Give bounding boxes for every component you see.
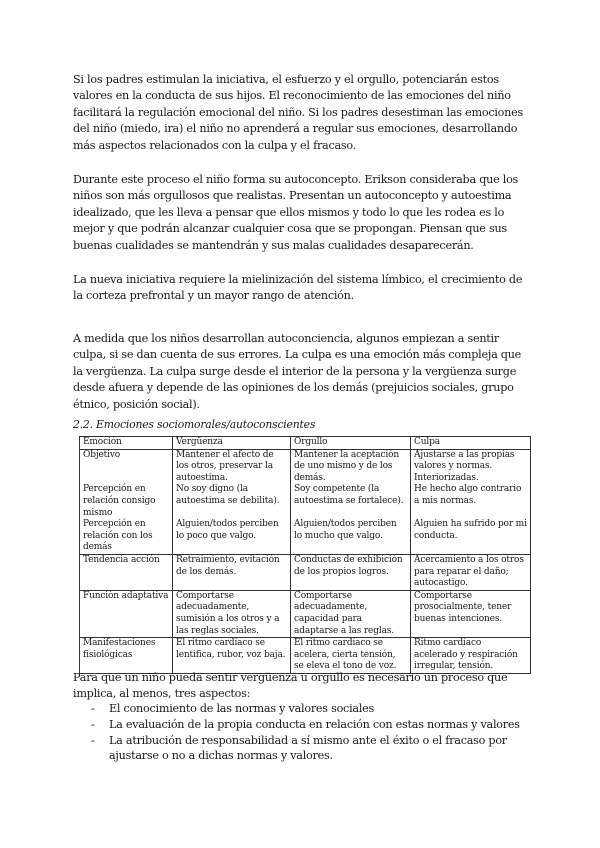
table-cell: Conductas de exhibición de los propios logros.	[291, 554, 411, 590]
table-header-cell: Culpa	[411, 437, 531, 450]
table-cell: Alguien/todos perciben lo mucho que valgo.	[291, 519, 411, 554]
table-cell: Comportarse prosocialmente, tener buenas intenciones.	[411, 590, 531, 637]
table-header-cell: Vergüenza	[173, 437, 291, 450]
row-label-percepcion-mismo: Percepción en relación consigo mismo	[80, 484, 173, 519]
table-row	[80, 638, 531, 674]
table-row	[80, 449, 531, 484]
table-row	[80, 554, 531, 590]
row-label-objetivo: Objetivo	[80, 449, 173, 484]
table-header-cell: Emoción	[80, 437, 173, 450]
table-header-row	[80, 437, 531, 450]
list-bullet: -	[91, 702, 95, 715]
table-cell: El ritmo cardíaco se lentifica, rubor, voz baja.	[173, 638, 291, 674]
paragraph-guilt-shame: A medida que los niños desarrollan autoconciencia, algunos empiezan a sentir culpa, si se dan cuenta de sus errores. La culpa es una emoción más compleja que la vergüenza. La culpa surge desde el interior de la persona y la vergüenza surge desde afuera y depende de las opiniones de los demás (prejuicios sociales, grupo étnico, posición social).	[73, 332, 522, 411]
list-item-text: El conocimiento de las normas y valores sociales	[109, 702, 375, 715]
table-cell: Mantener la aceptación de uno mismo y de los demás.	[291, 449, 411, 484]
table-cell: Alguien/todos perciben lo poco que valgo.	[173, 519, 291, 554]
row-label-tendencia: Tendencia acción	[80, 554, 173, 590]
table-cell: Retraimiento, evitación de los demás.	[173, 554, 291, 590]
aspects-list	[73, 701, 533, 764]
list-bullet: -	[91, 733, 95, 747]
paragraph-parental-stimulation: Si los padres estimulan la iniciativa, el esfuerzo y el orgullo, potenciarán estos valores en la conducta de sus hijos. El reconocimiento de las emociones del niño facilitará la regulación emocional del niño. Si los padres desestiman las emociones del niño (miedo, ira) el niño no aprenderá a regular sus emociones, desarrollando más aspectos relacionados con la culpa y el fracaso.	[73, 73, 523, 152]
table-header-cell: Orgullo	[291, 437, 411, 450]
paragraph-myelination: La nueva iniciativa requiere la mielinización del sistema límbico, el crecimiento de la corteza prefrontal y un mayor rango de atención.	[73, 273, 523, 303]
emotions-table	[79, 436, 531, 674]
list-item	[73, 733, 533, 765]
list-bullet: -	[91, 717, 95, 731]
paragraph-process-intro: Para que un niño pueda sentir vergüenza u orgullo es necesario un proceso que implica, al menos, tres aspectos:	[73, 671, 508, 701]
row-label-percepcion-demas: Percepción en relación con los demás	[80, 519, 173, 554]
table-cell: Soy competente (la autoestima se fortalece).	[291, 484, 411, 519]
section-title: 2.2. Emociones sociomorales/autoconscientes	[73, 418, 316, 431]
list-item	[73, 701, 533, 717]
table-cell: Comportarse adecuadamente, capacidad para adaptarse a las reglas.	[291, 590, 411, 637]
table-row	[80, 519, 531, 554]
table-cell: Ritmo cardíaco acelerado y respiración irregular, tensión.	[411, 638, 531, 674]
row-label-manifestaciones: Manifestaciones fisiológicas	[80, 638, 173, 674]
list-item-text: La evaluación de la propia conducta en relación con estas normas y valores	[109, 717, 520, 731]
list-item	[73, 717, 533, 733]
list-item-text: La atribución de responsabilidad a sí mismo ante el éxito o el fracaso por ajustarse o no a dichas normas y valores.	[109, 733, 507, 763]
table-cell: Ajustarse a las propias valores y normas. Interiorizadas.	[411, 449, 531, 484]
table-cell: Mantener el afecto de los otros, preservar la autoestima.	[173, 449, 291, 484]
table-cell: No soy digno (la autoestima se debilita).	[173, 484, 291, 519]
table-cell: Comportarse adecuadamente, sumisión a los otros y a las reglas sociales.	[173, 590, 291, 637]
paragraph-self-concept: Durante este proceso el niño forma su autoconcepto. Erikson consideraba que los niños son más orgullosos que realistas. Presentan un autoconcepto y autoestima idealizado, que les lleva a pensar que ellos mismos y todo lo que les rodea es lo mejor y que podrán alcanzar cualquier cosa que se propongan. Piensan que sus buenas cualidades se mantendrán y sus malas cualidades desaparecerán.	[73, 173, 519, 252]
row-label-funcion: Función adaptativa	[80, 590, 173, 637]
table-row	[80, 590, 531, 637]
table-cell: He hecho algo contrario a mis normas.	[411, 484, 531, 519]
table-cell: El ritmo cardíaco se acelera, cierta tensión, se eleva el tono de voz.	[291, 638, 411, 674]
table-cell: Alguien ha sufrido por mi conducta.	[411, 519, 531, 554]
table-row	[80, 484, 531, 519]
table-cell: Acercamiento a los otros para reparar el daño; autocastigo.	[411, 554, 531, 590]
